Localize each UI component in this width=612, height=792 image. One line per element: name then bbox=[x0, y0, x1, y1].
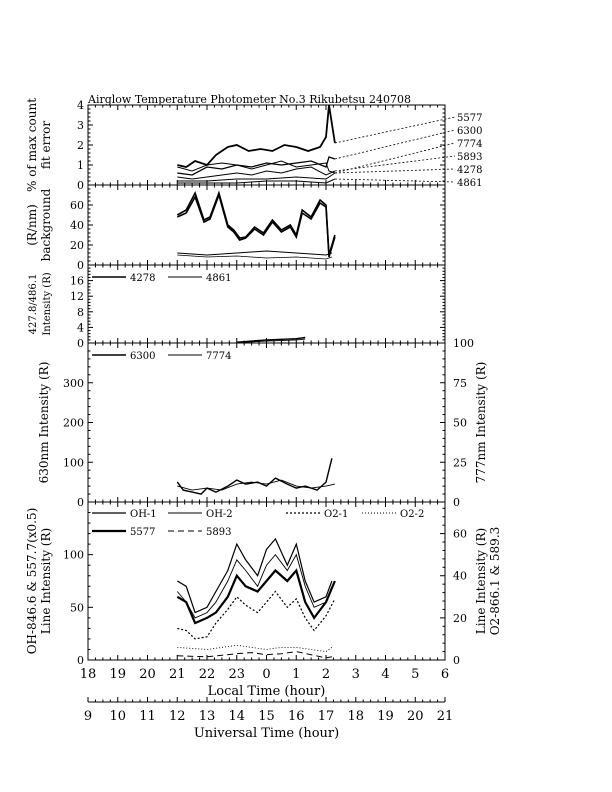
y-tick-label: 60 bbox=[70, 199, 84, 212]
y-tick-label-right: 25 bbox=[453, 456, 467, 470]
y-tick-label-right: 50 bbox=[453, 416, 467, 430]
x-tick-label-local: 2 bbox=[321, 667, 331, 682]
y-tick-label: 20 bbox=[70, 239, 84, 252]
y-tick-label-right: 60 bbox=[453, 527, 467, 541]
series-line-background-bg-a bbox=[177, 193, 335, 255]
fit-annotation-5893: 5893 bbox=[457, 152, 483, 163]
y-axis-label: 630nm Intensity (R) bbox=[37, 361, 51, 484]
x-tick-label-local: 1 bbox=[292, 667, 301, 682]
series-line-fit-error-6300 bbox=[177, 157, 335, 175]
legend-label-O2-1: O2-1 bbox=[324, 509, 349, 520]
y-tick-label: 0 bbox=[77, 179, 84, 192]
y-axis-label: background bbox=[39, 188, 53, 262]
y-axis-label-right: Line Intensity (R) bbox=[474, 527, 488, 635]
x-tick-label-ut: 9 bbox=[83, 709, 93, 724]
fit-connector-6300 bbox=[335, 130, 455, 159]
y-tick-label: 0 bbox=[77, 496, 84, 509]
y-tick-label-right: 0 bbox=[453, 496, 460, 509]
y-tick-label: 12 bbox=[70, 290, 84, 304]
y-tick-label: 0 bbox=[77, 259, 84, 272]
y-tick-label-right: 20 bbox=[453, 611, 467, 625]
x-tick-label-ut: 18 bbox=[347, 709, 365, 724]
y-tick-label: 3 bbox=[77, 119, 84, 132]
y-tick-label: 300 bbox=[63, 376, 84, 390]
y-axis-label: OH-846.6 & 557.7(x0.5) bbox=[25, 507, 39, 655]
fit-connector-4861 bbox=[335, 179, 455, 182]
x-tick-label-local: 19 bbox=[109, 667, 127, 682]
y-tick-label: 40 bbox=[70, 219, 84, 232]
x-axis-label-local: Local Time (hour) bbox=[207, 684, 326, 699]
y-axis-label: (R/nm) bbox=[25, 204, 39, 246]
fit-annotation-7774: 7774 bbox=[457, 139, 483, 150]
panel-frame-intensity-630 bbox=[88, 343, 445, 502]
x-tick-label-local: 3 bbox=[351, 667, 360, 682]
fit-annotation-4861: 4861 bbox=[457, 178, 483, 189]
y-tick-label-right: 0 bbox=[453, 654, 460, 667]
x-tick-label-ut: 13 bbox=[198, 709, 216, 724]
y-tick-label: 16 bbox=[70, 274, 84, 288]
panel-frame-fit-error bbox=[88, 105, 445, 185]
fit-annotation-4278: 4278 bbox=[457, 165, 483, 176]
x-tick-label-ut: 11 bbox=[139, 709, 156, 724]
series-line-background-bg-b bbox=[177, 195, 335, 257]
y-tick-label: 4 bbox=[77, 99, 84, 112]
plot-area bbox=[25, 98, 502, 741]
figure-title: Airglow Temperature Photometer No.3 Rikubetsu 240708 bbox=[88, 93, 411, 106]
fit-annotation-6300: 6300 bbox=[457, 126, 483, 137]
legend-label-O2-2: O2-2 bbox=[400, 509, 425, 520]
y-tick-label-right: 75 bbox=[453, 376, 467, 390]
y-tick-label: 4 bbox=[77, 321, 84, 335]
y-axis-label-right: O2-866.1 & 589.3 bbox=[488, 526, 502, 636]
x-tick-label-local: 18 bbox=[79, 667, 97, 682]
y-tick-label: 50 bbox=[70, 601, 84, 615]
y-axis-label: 427.8/486.1 bbox=[28, 273, 39, 335]
x-tick-label-local: 6 bbox=[440, 667, 450, 682]
series-line-line-intensity-O2-2 bbox=[177, 645, 332, 651]
fit-annotation-5577: 5577 bbox=[457, 113, 483, 124]
x-tick-label-local: 21 bbox=[168, 667, 186, 682]
y-tick-label: 0 bbox=[77, 337, 84, 350]
fit-connector-5577 bbox=[335, 117, 455, 143]
series-line-fit-error-5577 bbox=[177, 105, 335, 167]
legend-label-OH-1: OH-1 bbox=[130, 509, 157, 520]
x-tick-label-local: 23 bbox=[228, 667, 246, 682]
series-line-fit-error-5893 bbox=[177, 167, 335, 179]
y-tick-label: 8 bbox=[77, 305, 84, 319]
fit-connector-4278 bbox=[335, 169, 455, 173]
y-axis-label-right: 777nm Intensity (R) bbox=[474, 361, 488, 484]
x-tick-label-local: 5 bbox=[411, 667, 420, 682]
y-tick-label: 1 bbox=[77, 159, 84, 172]
series-line-background-bg-d bbox=[177, 255, 332, 259]
x-tick-label-ut: 16 bbox=[287, 709, 305, 724]
y-axis-label: % of max count bbox=[25, 97, 39, 193]
series-line-line-intensity-OH-1 bbox=[177, 539, 332, 613]
x-tick-label-ut: 21 bbox=[436, 709, 454, 724]
panel-frame-background bbox=[88, 185, 445, 265]
y-tick-label-right: 40 bbox=[453, 569, 467, 583]
series-line-background-bg-c bbox=[177, 251, 332, 255]
y-axis-label: Intensity (R) bbox=[42, 272, 53, 336]
series-line-line-intensity-5893 bbox=[177, 652, 332, 658]
legend-label-6300: 6300 bbox=[130, 351, 156, 362]
y-tick-label: 200 bbox=[63, 416, 84, 430]
legend-label-5577: 5577 bbox=[130, 527, 156, 538]
y-tick-label: 0 bbox=[77, 654, 84, 667]
legend-label-4278: 4278 bbox=[130, 273, 156, 284]
x-axis-label-ut: Universal Time (hour) bbox=[193, 726, 340, 741]
y-tick-label: 100 bbox=[63, 456, 84, 470]
x-tick-label-local: 4 bbox=[381, 667, 390, 682]
x-tick-label-ut: 17 bbox=[317, 709, 335, 724]
legend-label-5893: 5893 bbox=[206, 527, 232, 538]
x-tick-label-ut: 12 bbox=[168, 709, 186, 724]
x-tick-label-ut: 20 bbox=[406, 709, 424, 724]
x-tick-label-ut: 15 bbox=[258, 709, 275, 724]
x-tick-label-ut: 14 bbox=[228, 709, 246, 724]
y-tick-label-right: 100 bbox=[453, 337, 474, 350]
fit-connector-7774 bbox=[335, 143, 455, 173]
y-axis-label: fit error bbox=[39, 120, 53, 170]
x-tick-label-local: 22 bbox=[198, 667, 216, 682]
x-tick-label-local: 0 bbox=[262, 667, 271, 682]
x-tick-label-local: 20 bbox=[139, 667, 156, 682]
x-tick-label-ut: 19 bbox=[377, 709, 394, 724]
legend-label-7774: 7774 bbox=[206, 351, 232, 362]
legend-label-4861: 4861 bbox=[206, 273, 232, 284]
x-tick-label-ut: 10 bbox=[109, 709, 127, 724]
legend-label-OH-2: OH-2 bbox=[206, 509, 233, 520]
y-tick-label: 100 bbox=[63, 548, 84, 562]
y-axis-label: Line Intensity (R) bbox=[39, 527, 53, 635]
y-tick-label: 2 bbox=[77, 139, 84, 152]
